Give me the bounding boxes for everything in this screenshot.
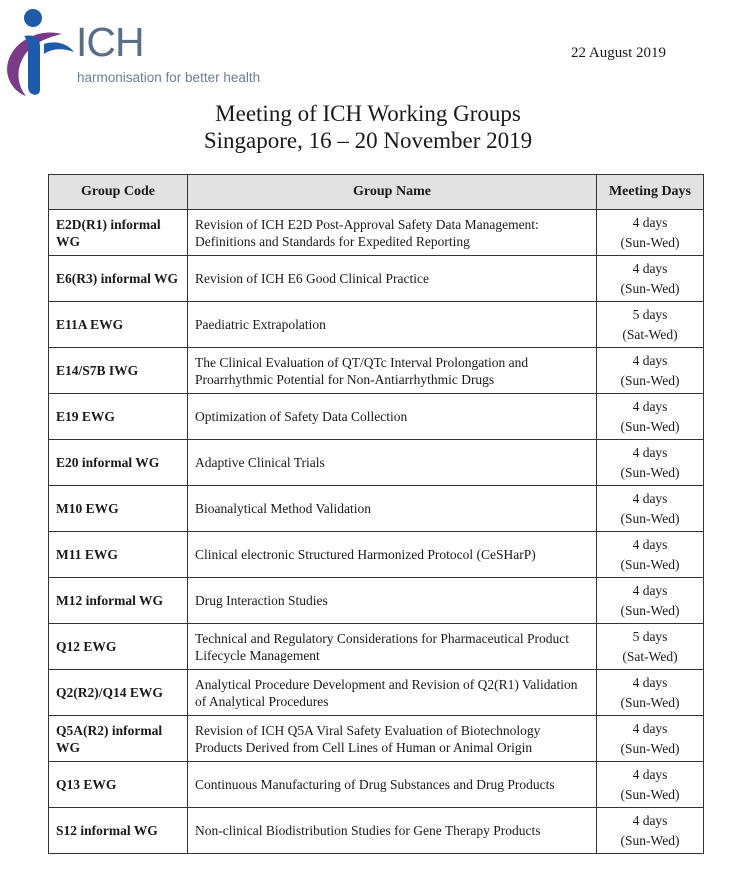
working-groups-table bbox=[48, 174, 704, 854]
days-count: 4 days bbox=[632, 536, 668, 552]
group-name: Continuous Manufacturing of Drug Substances and Drug Products bbox=[188, 762, 597, 808]
group-code: S12 informal WG bbox=[49, 808, 188, 854]
group-code: E19 EWG bbox=[49, 394, 188, 440]
meeting-days bbox=[597, 716, 704, 762]
group-name: Analytical Procedure Development and Revision of Q2(R1) Validation of Analytical Procedures bbox=[188, 670, 597, 716]
meeting-days bbox=[597, 532, 704, 578]
meeting-days bbox=[597, 578, 704, 624]
group-name: The Clinical Evaluation of QT/QTc Interval Prolongation and Proarrhythmic Potential for Non-Antiarrhythmic Drugs bbox=[188, 348, 597, 394]
table-row bbox=[49, 762, 704, 808]
days-count: 4 days bbox=[632, 720, 668, 736]
days-range: (Sun-Wed) bbox=[620, 602, 680, 618]
table-row bbox=[49, 440, 704, 486]
days-count: 4 days bbox=[632, 490, 668, 506]
header-meeting-days: Meeting Days bbox=[597, 175, 704, 210]
days-range: (Sun-Wed) bbox=[620, 510, 680, 526]
days-count: 4 days bbox=[632, 214, 668, 230]
days-range: (Sun-Wed) bbox=[620, 234, 680, 250]
table-row bbox=[49, 256, 704, 302]
group-name: Clinical electronic Structured Harmonized Protocol (CeSHarP) bbox=[188, 532, 597, 578]
meeting-days bbox=[597, 762, 704, 808]
days-count: 4 days bbox=[632, 766, 668, 782]
group-code: M11 EWG bbox=[49, 532, 188, 578]
group-code: Q13 EWG bbox=[49, 762, 188, 808]
title-line-2: Singapore, 16 – 20 November 2019 bbox=[203, 128, 533, 153]
days-count: 4 days bbox=[632, 582, 668, 598]
table-row bbox=[49, 532, 704, 578]
days-count: 4 days bbox=[632, 260, 668, 276]
table-row bbox=[49, 302, 704, 348]
table-row bbox=[49, 578, 704, 624]
table-row bbox=[49, 624, 704, 670]
table-row bbox=[49, 210, 704, 256]
group-code: E20 informal WG bbox=[49, 440, 188, 486]
group-code: E14/S7B IWG bbox=[49, 348, 188, 394]
table-header-row bbox=[49, 175, 704, 210]
group-name: Bioanalytical Method Validation bbox=[188, 486, 597, 532]
days-count: 4 days bbox=[632, 444, 668, 460]
table-row bbox=[49, 348, 704, 394]
group-name: Revision of ICH E2D Post-Approval Safety Data Management: Definitions and Standards for Expedited Reporting bbox=[188, 210, 597, 256]
table-row bbox=[49, 716, 704, 762]
days-range: (Sun-Wed) bbox=[620, 280, 680, 296]
meeting-days bbox=[597, 440, 704, 486]
header-group-code: Group Code bbox=[49, 175, 188, 210]
group-name: Revision of ICH E6 Good Clinical Practice bbox=[188, 256, 597, 302]
group-name: Technical and Regulatory Considerations for Pharmaceutical Product Lifecycle Management bbox=[188, 624, 597, 670]
meeting-days bbox=[597, 624, 704, 670]
logo-tagline: harmonisation for better health bbox=[77, 70, 261, 85]
logo-wordmark: ICH bbox=[76, 19, 144, 65]
days-range: (Sun-Wed) bbox=[620, 740, 680, 756]
title-line-1: Meeting of ICH Working Groups bbox=[215, 101, 521, 126]
meeting-days bbox=[597, 808, 704, 854]
days-count: 4 days bbox=[632, 812, 668, 828]
days-range: (Sat-Wed) bbox=[622, 648, 678, 664]
meeting-days bbox=[597, 486, 704, 532]
page-title bbox=[0, 100, 736, 154]
group-code: E11A EWG bbox=[49, 302, 188, 348]
group-code: M10 EWG bbox=[49, 486, 188, 532]
days-range: (Sun-Wed) bbox=[620, 786, 680, 802]
group-code: Q12 EWG bbox=[49, 624, 188, 670]
meeting-days bbox=[597, 394, 704, 440]
group-code: Q2(R2)/Q14 EWG bbox=[49, 670, 188, 716]
ich-logo bbox=[0, 4, 270, 98]
table-row bbox=[49, 394, 704, 440]
group-name: Non-clinical Biodistribution Studies for Gene Therapy Products bbox=[188, 808, 597, 854]
group-code: Q5A(R2) informal WG bbox=[49, 716, 188, 762]
meeting-days bbox=[597, 670, 704, 716]
days-range: (Sun-Wed) bbox=[620, 556, 680, 572]
days-range: (Sun-Wed) bbox=[620, 694, 680, 710]
group-name: Adaptive Clinical Trials bbox=[188, 440, 597, 486]
days-range: (Sun-Wed) bbox=[620, 832, 680, 848]
table-row bbox=[49, 670, 704, 716]
group-name: Revision of ICH Q5A Viral Safety Evaluation of Biotechnology Products Derived from Cell Lines of Human or Animal Origin bbox=[188, 716, 597, 762]
header-group-name: Group Name bbox=[188, 175, 597, 210]
days-count: 4 days bbox=[632, 398, 668, 414]
group-name: Paediatric Extrapolation bbox=[188, 302, 597, 348]
days-count: 4 days bbox=[632, 674, 668, 690]
meeting-days bbox=[597, 210, 704, 256]
ich-logo-mark-icon bbox=[0, 4, 80, 98]
days-range: (Sun-Wed) bbox=[620, 464, 680, 480]
meeting-days bbox=[597, 256, 704, 302]
group-code: M12 informal WG bbox=[49, 578, 188, 624]
meeting-days bbox=[597, 302, 704, 348]
days-count: 5 days bbox=[632, 628, 668, 644]
days-range: (Sun-Wed) bbox=[620, 418, 680, 434]
group-name: Optimization of Safety Data Collection bbox=[188, 394, 597, 440]
table-row bbox=[49, 486, 704, 532]
table-row bbox=[49, 808, 704, 854]
group-name: Drug Interaction Studies bbox=[188, 578, 597, 624]
group-code: E6(R3) informal WG bbox=[49, 256, 188, 302]
days-range: (Sun-Wed) bbox=[620, 372, 680, 388]
days-count: 4 days bbox=[632, 352, 668, 368]
days-range: (Sat-Wed) bbox=[622, 326, 678, 342]
meeting-days bbox=[597, 348, 704, 394]
days-count: 5 days bbox=[632, 306, 668, 322]
document-date: 22 August 2019 bbox=[571, 45, 667, 61]
group-code: E2D(R1) informal WG bbox=[49, 210, 188, 256]
